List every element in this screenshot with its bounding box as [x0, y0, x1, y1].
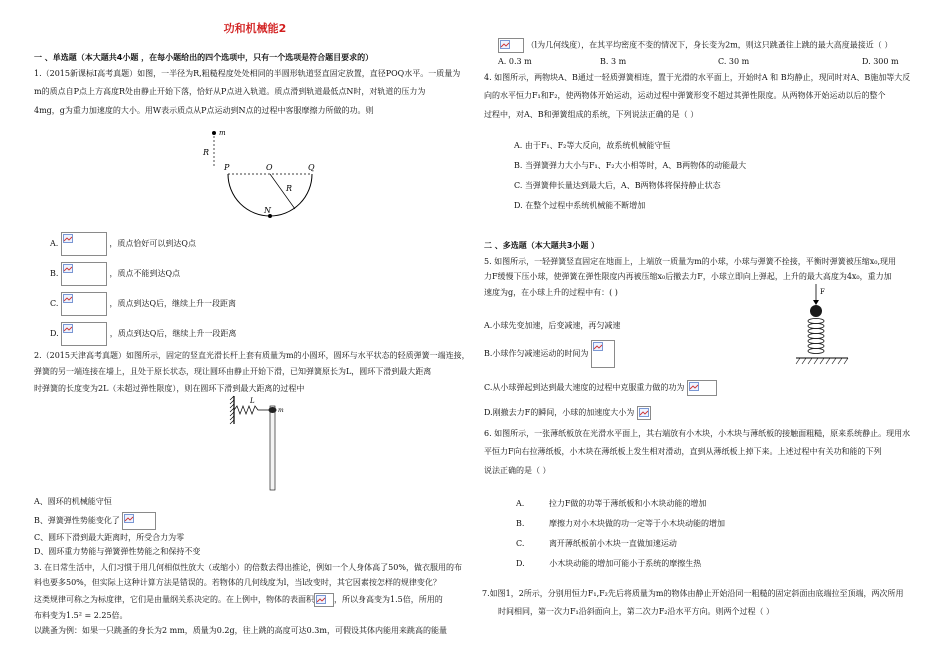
q6-option-b[interactable] — [516, 518, 725, 530]
q3-option-c[interactable]: C. 30 m — [718, 57, 750, 66]
q5-line: 力F缓慢下压小球，使弹簧在弹性限度内再被压缩x₀后撤去力F，小球立即向上弹起，上升的最大高度为4x₀，重力加 — [484, 272, 892, 282]
q2-option-d[interactable]: D、圆环重力势能与弹簧弹性势能之和保持不变 — [34, 547, 201, 556]
broken-image-icon — [593, 342, 603, 351]
q5-option-d[interactable] — [484, 406, 651, 420]
label-r-radius: R — [286, 184, 293, 193]
q3-line — [34, 593, 474, 607]
q4-line: 4. 如图所示，两物块A、B通过一轻质弹簧相连，置于光滑的水平面上，开始时A 和 B均静止，现同时对A、B施加等大反 — [484, 73, 911, 82]
q2-option-a[interactable]: A、圆环的机械能守恒 — [34, 497, 112, 506]
broken-image-icon — [63, 234, 73, 243]
label-p: P — [224, 163, 230, 172]
vertical-rod — [270, 406, 275, 490]
q5-option-a[interactable]: A.小球先变加速，后变减速，再匀减速 — [484, 321, 621, 330]
q7-line: 7.如图1，2所示，分别用恒力F₁,F₂先后将质量为m的物体由静止开始沿同一粗糙的固定斜面由底端拉至顶端，两次所用 — [482, 589, 904, 598]
q1-option-b[interactable] — [50, 262, 180, 286]
q2-line: 时弹簧的长度变为2L（未超过弹性限度），则在圆环下滑到最大距离的过程中 — [34, 383, 305, 393]
q5-option-c[interactable] — [484, 380, 717, 396]
label-l: L — [250, 397, 255, 405]
option-letter: A. — [516, 499, 525, 508]
option-letter: B. — [50, 269, 59, 278]
formula-image-placeholder — [122, 512, 156, 530]
q6-line: 说法正确的是（ ） — [484, 465, 551, 475]
option-text: B、弹簧弹性势能变化了 — [34, 516, 120, 525]
q3-option-a[interactable]: A. 0.3 m — [498, 57, 532, 66]
option-letter: C. — [50, 299, 59, 308]
ring — [269, 407, 277, 413]
broken-image-icon — [63, 294, 73, 303]
formula-image-placeholder — [637, 406, 651, 420]
option-text: ，质点不能到达Q点 — [109, 269, 181, 278]
q3-line: 料也要多50%，但实际上这种计算方法是错误的。若物体的几何线度为l，当l改变时，其它因素按怎样的规律变化？ — [34, 578, 441, 588]
q3-line: 3. 在日常生活中，人们习惯于用几何相似性放大（或缩小）的倍数去得出推论，例如一个人身体高了50%，做衣服用的布 — [34, 563, 462, 572]
q3-line: 布料变为1.5² = 2.25倍。 — [34, 610, 128, 620]
q5-option-b[interactable] — [484, 340, 615, 368]
q3-line: 以跳蚤为例：如果一只跳蚤的身长为2 mm，质量为0.2g，往上跳的高度可达0.3m，可假设其体内能用来跳高的能量 — [34, 626, 447, 636]
page-title: 功和机械能2 — [223, 22, 287, 35]
q6-option-c[interactable] — [516, 538, 677, 550]
option-letter: A. — [50, 239, 59, 248]
q1-option-c[interactable] — [50, 292, 236, 316]
formula-image-placeholder — [61, 292, 107, 316]
option-text: 摩擦力对小木块做的功一定等于小木块动能的增加 — [548, 519, 725, 528]
formula-image-placeholder — [61, 262, 107, 286]
q6-line: 6. 如图所示，一张薄纸板放在光滑水平面上，其右端放有小木块，小木块与薄纸板的接触面粗糙，原来系统静止。现用水 — [484, 429, 911, 438]
label-o: O — [266, 163, 273, 172]
question-2-stem — [34, 350, 474, 395]
ring-spring-rod-figure — [228, 394, 288, 492]
option-text: 离开薄纸板前小木块一直做加速运动 — [548, 539, 677, 548]
option-text: D.刚撤去力F的瞬间，小球的加速度大小为 — [484, 408, 635, 417]
q1-option-a[interactable] — [50, 232, 196, 256]
option-text: 小木块动能的增加可能小于系统的摩擦生热 — [549, 559, 702, 568]
section-multiple-choice: 二 、多选题（本大题共3小题 ） — [484, 241, 600, 250]
formula-image-placeholder — [687, 380, 717, 396]
question-4-stem — [484, 72, 929, 121]
q4-line: 过程中，对A、B和弹簧组成的系统，下列说法正确的是（ ） — [484, 109, 699, 119]
q4-option-b[interactable]: B. 当弹簧弹力大小与F₁、F₂大小相等时，A、B两物体的动能最大 — [514, 161, 747, 170]
label-q: Q — [308, 163, 315, 172]
label-n: N — [264, 206, 271, 215]
q1-option-d[interactable] — [50, 322, 236, 346]
q3-option-b[interactable]: B. 3 m — [600, 57, 627, 66]
semicircle-track-figure — [200, 125, 330, 220]
formula-image-placeholder — [314, 593, 334, 607]
label-r-height: R — [203, 148, 210, 157]
q3-text: ，所以身高变为1.5倍，所用的 — [334, 594, 443, 604]
question-6-stem — [484, 428, 929, 477]
mass-point — [212, 131, 216, 135]
option-text: ，质点到达Q后，继续上升一段距离 — [109, 299, 237, 308]
q4-option-a[interactable]: A. 由于F₁、F₂等大反向，故系统机械能守恒 — [514, 141, 671, 150]
question-1-stem — [34, 68, 474, 117]
q4-option-c[interactable]: C. 当弹簧伸长量达到最大后，A、B两物体将保持静止状态 — [514, 181, 721, 190]
option-text: B.小球作匀减速运动的时间为 — [484, 349, 589, 358]
q3-cont-text: （l为几何线度），在其平均密度不变的情况下，身长变为2m，则这只跳蚤往上跳的最大高度最接近（ ） — [526, 40, 893, 50]
formula-image-placeholder — [61, 232, 107, 256]
q5-line: 5. 如图所示，一轻弹簧竖直固定在地面上，上端放一质量为m的小球，小球与弹簧不拴接，平衡时弹簧被压缩x₀,现用 — [484, 257, 897, 266]
option-text: ，质点恰好可以到达Q点 — [109, 239, 196, 248]
q4-line: 向的水平恒力F₁和F₂，使两物体开始运动，运动过程中弹簧形变不超过其弹性限度。从两物体开始运动以后的整个 — [484, 91, 886, 101]
label-m: m — [219, 129, 226, 137]
formula-image-placeholder — [498, 38, 524, 53]
broken-image-icon — [316, 595, 326, 604]
broken-image-icon — [639, 408, 649, 417]
q1-line: 4mg，g为重力加速度的大小。用W表示质点从P点运动到N点的过程中客服摩擦力所做的功。则 — [34, 105, 374, 115]
q2-option-c[interactable]: C、圆环下滑到最大距离时，所受合力为零 — [34, 533, 185, 542]
broken-image-icon — [124, 514, 134, 523]
question-5-stem — [484, 256, 929, 299]
option-letter: D. — [516, 559, 525, 568]
question-7-stem — [482, 588, 930, 619]
formula-image-placeholder — [61, 322, 107, 346]
section-single-choice: 一 、单选题（本大题共4小题 ，在每小题给出的四个选项中，只有一个选项是符合题目要求的） — [34, 53, 374, 62]
question-3-stem — [34, 562, 474, 638]
q2-line: 2.（2015天津高考真题）如图所示，固定的竖直光滑长杆上套有质量为m的小圆环，圆环与水平状态的轻质弹簧一端连接， — [34, 351, 470, 360]
spring-ball-figure — [792, 282, 852, 372]
option-letter: B. — [516, 519, 525, 528]
q4-option-d[interactable]: D. 在整个过程中系统机械能不断增加 — [514, 201, 646, 210]
q1-line: 1.（2015新课标I高考真题）如图，一半径为R,粗糙程度处处相同的半圆形轨道竖直固定放置，直径POQ水平。一质量为 — [34, 69, 461, 78]
option-text: C.从小球弹起到达到最大速度的过程中克服重力做的功为 — [484, 383, 685, 392]
q3-text: 这类规律可称之为标度律，它们是由量纲关系决定的。在上例中，物体的表面积 — [34, 594, 314, 604]
broken-image-icon — [689, 382, 699, 391]
option-text: ，质点到达Q后，继续上升一段距离 — [109, 329, 237, 338]
q2-line: 弹簧的另一端连接在墙上，且处于原长状态，现让圆环由静止开始下滑，已知弹簧原长为L，圆环下滑到最大距离 — [34, 367, 432, 377]
broken-image-icon — [63, 324, 73, 333]
q6-option-a[interactable] — [516, 498, 706, 510]
q2-option-b[interactable] — [34, 512, 156, 530]
label-f: F — [820, 288, 825, 296]
option-letter: C. — [516, 539, 525, 548]
q6-option-d[interactable] — [516, 558, 701, 570]
label-m: m — [278, 407, 284, 414]
q3-option-d[interactable]: D. 300 m — [862, 57, 899, 66]
broken-image-icon — [500, 40, 510, 49]
broken-image-icon — [63, 264, 73, 273]
q1-line: m的质点自P点上方高度R处由静止开始下落，恰好从P点进入轨道。质点滑到轨道最低点N时，对轨道的压力为 — [34, 87, 426, 97]
question-3-continued — [498, 38, 938, 53]
formula-image-placeholder — [591, 340, 615, 368]
q6-line: 平恒力F向右拉薄纸板，小木块在薄纸板上发生相对滑动，直到从薄纸板上掉下来。上述过程中有关功和能的下列 — [484, 447, 882, 457]
q7-line: 时间相同，第一次力F₁沿斜面向上，第二次力F₂沿水平方向。则两个过程（ ） — [498, 607, 775, 617]
q5-line: 速度为g，在小球上升的过程中有：( ) — [484, 287, 618, 297]
option-letter: D. — [50, 329, 59, 338]
ball — [810, 305, 822, 317]
option-text: 拉力F做的功等于薄纸板和小木块动能的增加 — [548, 499, 707, 508]
